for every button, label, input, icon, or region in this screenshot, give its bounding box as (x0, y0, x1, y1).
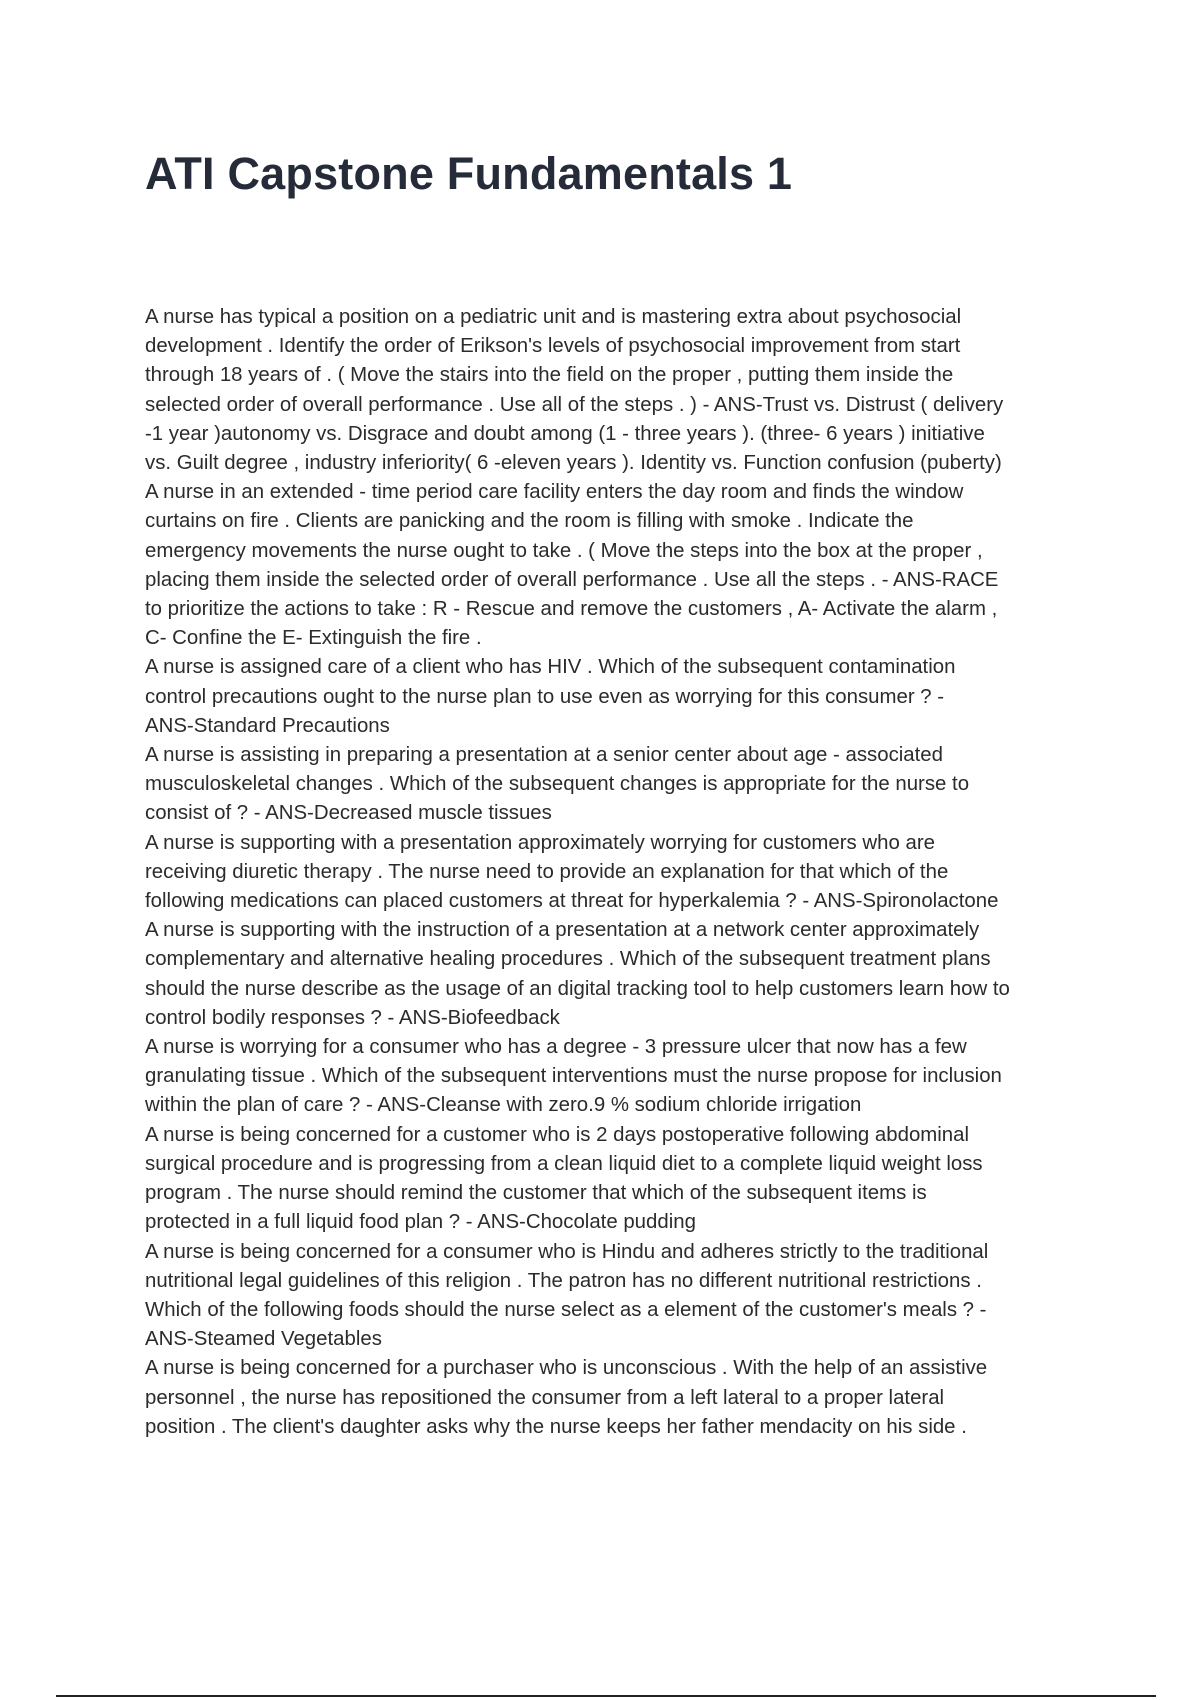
body-line: A nurse is supporting with the instruction of a presentation at a network center approximately (145, 919, 980, 942)
body-line: consist of ? - ANS-Decreased muscle tissues (145, 802, 552, 825)
body-line: following medications can placed customers at threat for hyperkalemia ? - ANS-Spironolactone (145, 890, 999, 913)
body-line: through 18 years of . ( Move the stairs into the field on the proper , putting them inside the (145, 364, 954, 387)
body-line: development . Identify the order of Erikson's levels of psychosocial improvement from start (145, 335, 961, 358)
body-line: vs. Guilt degree , industry inferiority( 6 -eleven years ). Identity vs. Function confusion (puberty) (145, 452, 1002, 475)
body-line: protected in a full liquid food plan ? - ANS-Chocolate pudding (145, 1211, 696, 1234)
body-line: emergency movements the nurse ought to take . ( Move the steps into the box at the proper , (145, 539, 983, 562)
body-line: -1 year )autonomy vs. Disgrace and doubt among (1 - three years ). (three- 6 years ) initiative (145, 422, 985, 445)
body-line: control bodily responses ? - ANS-Biofeedback (145, 1006, 560, 1029)
body-line: A nurse is assigned care of a client who has HIV . Which of the subsequent contamination (145, 656, 956, 679)
body-line: selected order of overall performance . Use all of the steps . ) - ANS-Trust vs. Distrust ( delivery (145, 393, 1004, 416)
body-line: curtains on fire . Clients are panicking and the room is filling with smoke . Indicate the (145, 510, 914, 533)
body-line: surgical procedure and is progressing from a clean liquid diet to a complete liquid weight loss (145, 1152, 983, 1175)
body-line: program . The nurse should remind the customer that which of the subsequent items is (145, 1182, 927, 1205)
body-line: position . The client's daughter asks why the nurse keeps her father mendacity on his side . (145, 1415, 967, 1438)
body-line: placing them inside the selected order of overall performance . Use all the steps . - ANS-RACE (145, 568, 999, 591)
body-line: A nurse is being concerned for a customer who is 2 days postoperative following abdominal (145, 1123, 970, 1146)
body-line: receiving diuretic therapy . The nurse need to provide an explanation for that which of the (145, 860, 949, 883)
body-line: ANS-Standard Precautions (145, 714, 390, 737)
body-line: musculoskeletal changes . Which of the subsequent changes is appropriate for the nurse to (145, 773, 970, 796)
body-line: A nurse is being concerned for a consumer who is Hindu and adheres strictly to the traditional (145, 1240, 989, 1263)
body-line: within the plan of care ? - ANS-Cleanse with zero.9 % sodium chloride irrigation (145, 1094, 862, 1117)
body-line: A nurse is worrying for a consumer who has a degree - 3 pressure ulcer that now has a few (145, 1036, 967, 1059)
body-line: A nurse is being concerned for a purchaser who is unconscious . With the help of an assistive (145, 1357, 988, 1380)
body-line: A nurse in an extended - time period care facility enters the day room and finds the window (145, 481, 964, 504)
footer-divider (56, 1695, 1156, 1697)
document-body (145, 303, 1090, 1442)
body-line: nutritional legal guidelines of this religion . The patron has no different nutritional restrictions . (145, 1269, 982, 1292)
body-line: ANS-Steamed Vegetables (145, 1328, 382, 1351)
body-line: A nurse is supporting with a presentation approximately worrying for customers who are (145, 831, 935, 854)
body-line: granulating tissue . Which of the subsequent interventions must the nurse propose for inclusion (145, 1065, 1002, 1088)
page-title: ATI Capstone Fundamentals 1 (145, 148, 793, 199)
body-line: C- Confine the E- Extinguish the fire . (145, 627, 482, 650)
body-line: control precautions ought to the nurse plan to use even as worrying for this consumer ? - (145, 685, 945, 708)
body-line: personnel , the nurse has repositioned the consumer from a left lateral to a proper lateral (145, 1386, 945, 1409)
body-line: should the nurse describe as the usage of an digital tracking tool to help customers learn how to (145, 977, 1010, 1000)
body-line: Which of the following foods should the nurse select as a element of the customer's meals ? - (145, 1298, 987, 1321)
body-line: A nurse is assisting in preparing a presentation at a senior center about age - associated (145, 744, 943, 767)
body-line: complementary and alternative healing procedures . Which of the subsequent treatment plans (145, 948, 991, 971)
body-line: to prioritize the actions to take : R - Rescue and remove the customers , A- Activate the alarm , (145, 598, 998, 621)
body-line: A nurse has typical a position on a pediatric unit and is mastering extra about psychosocial (145, 306, 962, 328)
